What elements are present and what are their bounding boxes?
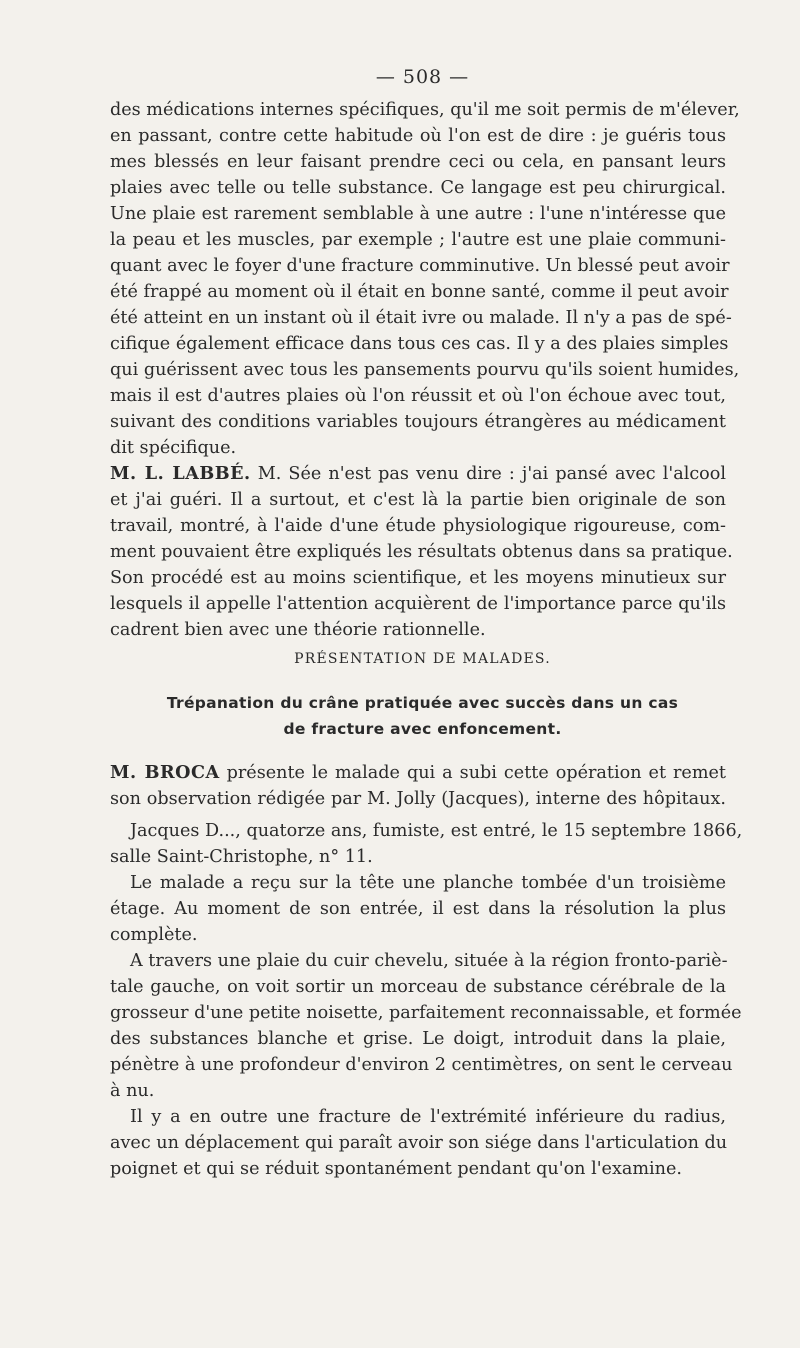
text-line: grosseur d'une petite noisette, parfaitement reconnaissable, et formée [110, 1003, 742, 1023]
text-line: suivant des conditions variables toujours étrangères au médicament [110, 412, 726, 432]
text-line: complète. [110, 925, 198, 945]
speaker-name: M. BROCA [110, 762, 220, 783]
text-line: des médications internes spécifiques, qu'il me soit permis de m'élever, [110, 100, 740, 120]
text-line: cadrent bien avec une théorie rationnelle. [110, 620, 486, 640]
subheading-line: de fracture avec enfoncement. [283, 720, 562, 738]
text-line: poignet et qui se réduit spontanément pendant qu'on l'examine. [110, 1159, 683, 1179]
text-line: plaies avec telle ou telle substance. Ce langage est peu chirurgical. [110, 178, 726, 198]
text-line [110, 760, 726, 786]
text-line: des substances blanche et grise. Le doigt, introduit dans la plaie, [110, 1029, 726, 1049]
text-line: la peau et les muscles, par exemple ; l'autre est une plaie communi- [110, 230, 726, 250]
text-line: avec un déplacement qui paraît avoir son siége dans l'articulation du [110, 1133, 728, 1153]
text-line: Il y a en outre une fracture de l'extrémité inférieure du radius, [130, 1107, 726, 1127]
text-span: M. Sée n'est pas venu dire : j'ai pansé avec l'alcool [257, 464, 726, 484]
text-span: présente le malade qui a subi cette opération et remet [226, 763, 727, 783]
text-line: cifique également efficace dans tous ces cas. Il y a des plaies simples [110, 334, 729, 354]
text-line [110, 461, 726, 487]
text-line: étage. Au moment de son entrée, il est dans la résolution la plus [110, 899, 726, 919]
text-line: été atteint en un instant où il était ivre ou malade. Il n'y a pas de spé- [110, 308, 732, 328]
text-line: Le malade a reçu sur la tête une planche tombée d'un troisième [130, 873, 726, 893]
text-line: mais il est d'autres plaies où l'on réussit et où l'on échoue avec tout, [110, 386, 726, 406]
text-line: Une plaie est rarement semblable à une autre : l'une n'intéresse que [110, 204, 726, 224]
text-line: dit spécifique. [110, 438, 237, 458]
text-line: Jacques D..., quatorze ans, fumiste, est entré, le 15 septembre 1866, [130, 821, 743, 841]
text-line: tale gauche, on voit sortir un morceau de substance cérébrale de la [110, 977, 726, 997]
text-line: à nu. [110, 1081, 155, 1101]
section-title: PRÉSENTATION DE MALADES. [294, 651, 551, 667]
text-line: ment pouvaient être expliqués les résultats obtenus dans sa pratique. [110, 542, 733, 562]
text-line: qui guérissent avec tous les pansements pourvu qu'ils soient humides, [110, 360, 740, 380]
text-line: et j'ai guéri. Il a surtout, et c'est là la partie bien originale de son [110, 490, 726, 510]
text-line: quant avec le foyer d'une fracture comminutive. Un blessé peut avoir [110, 256, 730, 276]
text-line: lesquels il appelle l'attention acquièrent de l'importance parce qu'ils [110, 594, 726, 614]
text-line: été frappé au moment où il était en bonne santé, comme il peut avoir [110, 282, 729, 302]
text-line: travail, montré, à l'aide d'une étude physiologique rigoureuse, com- [110, 516, 726, 536]
speaker-name: M. L. LABBÉ. [110, 463, 251, 484]
text-line: en passant, contre cette habitude où l'on est de dire : je guéris tous [110, 126, 726, 146]
page-number: — 508 — [375, 66, 470, 88]
text-line: salle Saint-Christophe, n° 11. [110, 847, 373, 867]
text-line: son observation rédigée par M. Jolly (Jacques), interne des hôpitaux. [110, 789, 726, 809]
text-line: pénètre à une profondeur d'environ 2 centimètres, on sent le cerveau [110, 1055, 733, 1075]
text-line: A travers une plaie du cuir chevelu, située à la région fronto-pariè- [130, 951, 728, 971]
text-line: mes blessés en leur faisant prendre ceci ou cela, en pansant leurs [110, 152, 726, 172]
subheading-line: Trépanation du crâne pratiquée avec succès dans un cas [166, 694, 679, 712]
text-line: Son procédé est au moins scientifique, et les moyens minutieux sur [110, 568, 726, 588]
